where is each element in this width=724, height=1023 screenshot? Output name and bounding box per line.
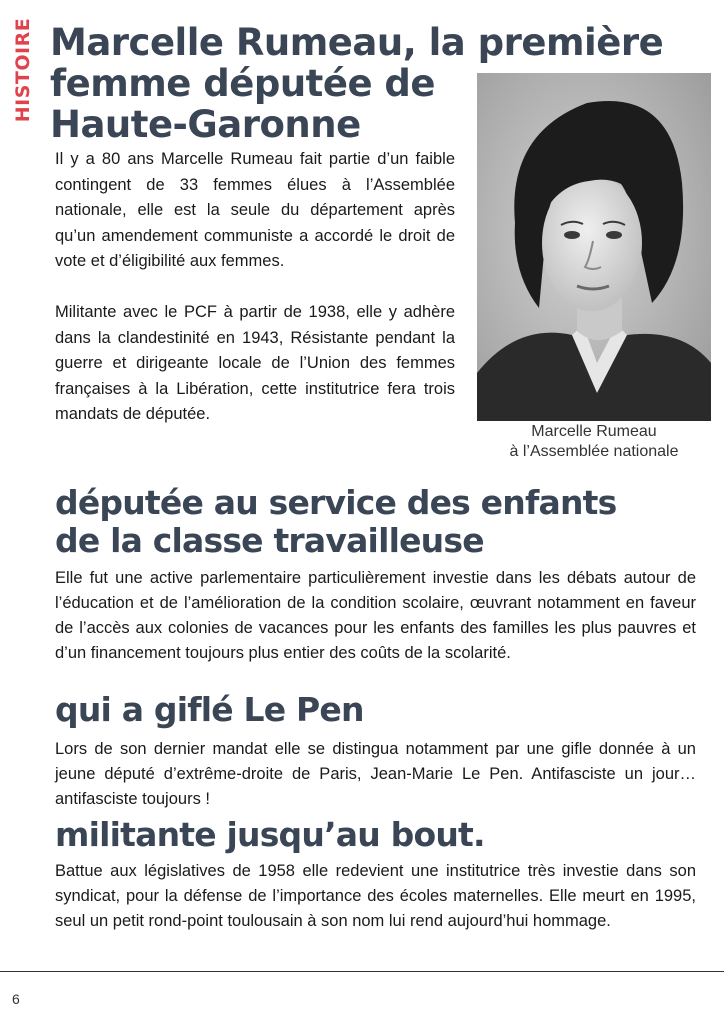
- section-heading: [55, 816, 715, 854]
- intro-paragraph: Militante avec le PCF à partir de 1938, elle y adhère dans la clandestinité en 1943, Résistante pendant la guerre et dirigeante locale de l’Union des femmes françaises à la Libération, cette institutrice fera trois mandats de députée.: [55, 303, 455, 423]
- section-text: Lors de son dernier mandat elle se distingua notamment par une gifle donnée à un jeune député d’extrême-droite de Paris, Jean-Marie Le Pen. Antifasciste un jour… antifasciste toujours !: [55, 740, 696, 808]
- heading-line: militante jusqu’au bout.: [55, 815, 485, 854]
- section-heading: [55, 691, 715, 729]
- section-text: Elle fut une active parlementaire particulièrement investie dans les débats autour de l’éducation et de l’amélioration de la condition scolaire, œuvrant notamment en faveur de l’accès aux colonies de vacances pour les enfants des familles les plus pauvres et d’un financement toujours plus entier des coûts de la scolarité.: [55, 569, 696, 662]
- photo-caption: [477, 422, 711, 462]
- section-tag-label: HISTOIRE: [12, 17, 35, 123]
- intro-text: [55, 147, 455, 428]
- title-line: Marcelle Rumeau, la première: [50, 21, 664, 64]
- title-line: Haute-Garonne: [50, 103, 361, 146]
- heading-line: qui a giflé Le Pen: [55, 690, 364, 729]
- section-text: Battue aux législatives de 1958 elle redevient une institutrice très investie dans son syndicat, pour la défense de l’importance des écoles maternelles. Elle meurt en 1995, seul un petit rond-point toulousain à son nom lui rend aujourd’hui hommage.: [55, 862, 696, 930]
- heading-line: députée au service des enfants: [55, 483, 617, 522]
- section-heading: [55, 484, 715, 560]
- section-tag: [10, 17, 36, 123]
- title-line: femme députée de: [50, 62, 436, 105]
- portrait-photo: [477, 73, 711, 421]
- footer-divider: [0, 971, 724, 972]
- page-number: 6: [12, 991, 20, 1007]
- caption-line: Marcelle Rumeau: [531, 423, 657, 440]
- caption-line: à l’Assemblée nationale: [509, 443, 679, 460]
- heading-line: de la classe travailleuse: [55, 521, 484, 560]
- intro-paragraph: Il y a 80 ans Marcelle Rumeau fait partie d’un faible contingent de 33 femmes élues à l’Assemblée nationale, elle est la seule du département après qu’un amendement communiste a accordé le droit de vote et d’éligibilité aux femmes.: [55, 150, 455, 270]
